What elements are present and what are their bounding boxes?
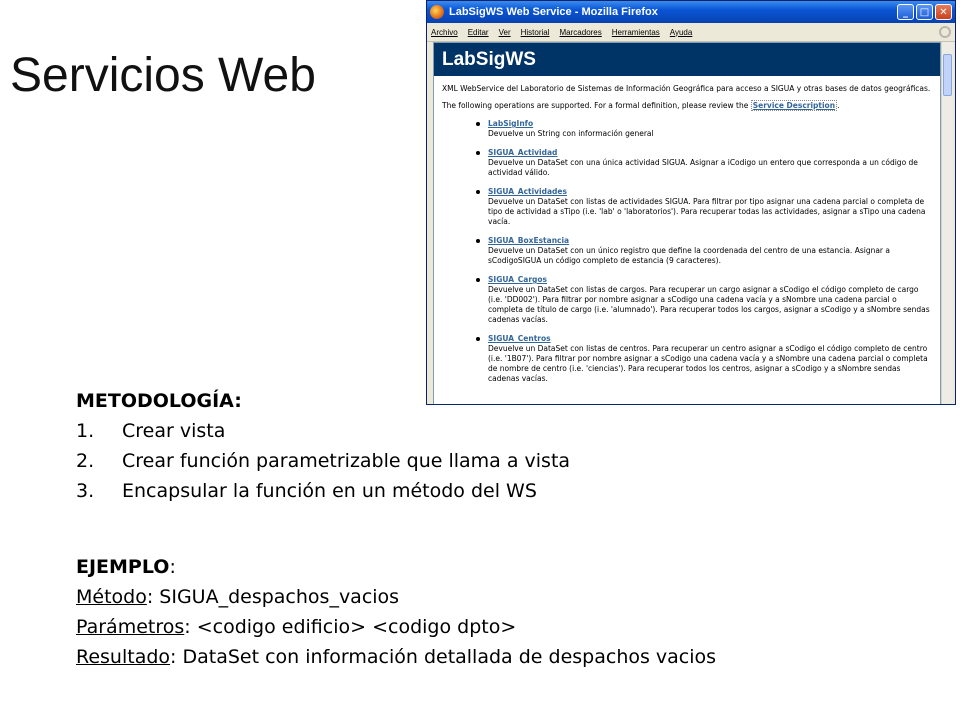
methodology-step [76, 446, 570, 476]
operation-item [488, 236, 932, 266]
operations-intro-end: . [837, 101, 840, 110]
methodology-section [76, 386, 570, 506]
operation-link-sigua-cargos[interactable]: SIGUA_Cargos [488, 275, 548, 284]
step-text: Crear función parametrizable que llama a vista [122, 450, 571, 472]
params-label: Parámetros [76, 616, 185, 638]
operations-intro-text: The following operations are supported. For a formal definition, please review the [442, 101, 749, 110]
throbber-icon [939, 26, 951, 38]
service-body [434, 76, 940, 384]
operation-item [488, 275, 932, 325]
menu-herramientas[interactable]: Herramientas [611, 27, 660, 37]
methodology-step [76, 476, 570, 506]
step-number: 1. [76, 420, 95, 442]
operation-description: Devuelve un DataSet con listas de cargos. Para recuperar un cargo asignar a sCodigo el código completo de cargo (i.e. 'DD002'). Para filtrar por nombre asignar a sCodigo una cadena vacía y a sNombre una cadena parcial o completa de título de cargo (i.e. 'alumnado'). Para recuperar todos los cargos, asignar a sCodigo y a sNombre sendas cadenas vacías. [488, 285, 930, 324]
minimize-button[interactable]: _ [897, 4, 914, 20]
example-section [76, 552, 716, 672]
service-description-link[interactable]: Service Description [752, 101, 836, 110]
menu-marcadores[interactable]: Marcadores [559, 27, 602, 37]
operation-item [488, 148, 932, 178]
example-result-line [76, 642, 716, 672]
menu-historial[interactable]: Historial [520, 27, 550, 37]
example-params-line [76, 612, 716, 642]
example-heading: EJEMPLO [76, 556, 170, 578]
operation-link-sigua-actividades[interactable]: SIGUA_Actividades [488, 187, 567, 196]
operation-link-sigua-actividad[interactable]: SIGUA_Actividad [488, 148, 558, 157]
menu-editar[interactable]: Editar [467, 27, 489, 37]
operations-intro [442, 101, 932, 111]
operation-description: Devuelve un DataSet con listas de actividades SIGUA. Para filtrar por tipo asignar una cadena parcial o completa de tipo de actividad a sTipo (i.e. 'lab' o 'laboratorios'). Para recuperar todas las actividades, asignar a sTipo una cadena vacía. [488, 197, 926, 226]
methodology-step [76, 416, 570, 446]
step-text: Encapsular la función en un método del WS [122, 480, 537, 502]
maximize-button[interactable]: □ [916, 4, 933, 20]
methodology-heading: METODOLOGÍA: [76, 390, 242, 412]
close-button[interactable]: ✕ [935, 4, 952, 20]
example-heading-line [76, 552, 716, 582]
operation-item [488, 187, 932, 227]
operation-link-labsiginfo[interactable]: LabSigInfo [488, 119, 534, 128]
menu-ver[interactable]: Ver [498, 27, 511, 37]
slide-title: Servicios Web [10, 49, 316, 102]
operation-link-sigua-centros[interactable]: SIGUA_Centros [488, 334, 551, 343]
window-titlebar[interactable] [427, 1, 955, 23]
params-value: : <codigo edificio> <codigo dpto> [184, 616, 517, 638]
operation-item [488, 119, 932, 139]
example-heading-colon: : [169, 556, 176, 578]
scrollbar-thumb[interactable] [943, 54, 952, 96]
step-number: 3. [76, 480, 95, 502]
method-label: Método [76, 586, 147, 608]
operation-description: Devuelve un DataSet con listas de centros. Para recuperar un centro asignar a sCodigo el código completo de centro (i.e. '1B07'). Para filtrar por nombre asignar a sCodigo una cadena vacía y a sNombre una cadena parcial o completa de nombre de centro (i.e. 'ciencias'). Para recuperar todos los centros, asignar a sCodigo y a sNombre sendas cadenas vacías. [488, 344, 928, 383]
operation-item [488, 334, 932, 384]
result-label: Resultado [76, 646, 171, 668]
firefox-logo-icon [430, 5, 444, 19]
operation-description: Devuelve un DataSet con un único registro que define la coordenada del centro de una estancia. Asignar a sCodigoSIGUA un código completo de estancia (9 caracteres). [488, 246, 890, 265]
menu-bar [427, 23, 955, 42]
window-title: LabSigWS Web Service - Mozilla Firefox [449, 6, 658, 18]
page-content [433, 42, 941, 404]
menu-archivo[interactable]: Archivo [431, 27, 458, 37]
methodology-steps [76, 416, 570, 506]
method-value: : SIGUA_despachos_vacios [146, 586, 400, 608]
operation-description: Devuelve un String con información general [488, 129, 654, 138]
step-text: Crear vista [122, 420, 226, 442]
service-description: XML WebService del Laboratorio de Sistemas de Información Geográfica para acceso a SIGUA y otras bases de datos geográficas. [442, 84, 931, 93]
menu-ayuda[interactable]: Ayuda [669, 27, 693, 37]
example-method-line [76, 582, 716, 612]
operation-link-sigua-boxestancia[interactable]: SIGUA_BoxEstancia [488, 236, 570, 245]
operations-list [442, 119, 932, 384]
operation-description: Devuelve un DataSet con una única actividad SIGUA. Asignar a iCodigo un entero que corresponda a un código de actividad válido. [488, 158, 918, 177]
result-value: : DataSet con información detallada de despachos vacios [170, 646, 717, 668]
step-number: 2. [76, 450, 95, 472]
firefox-window [426, 0, 956, 405]
vertical-scrollbar[interactable] [941, 42, 953, 404]
service-banner: LabSigWS [434, 43, 940, 76]
